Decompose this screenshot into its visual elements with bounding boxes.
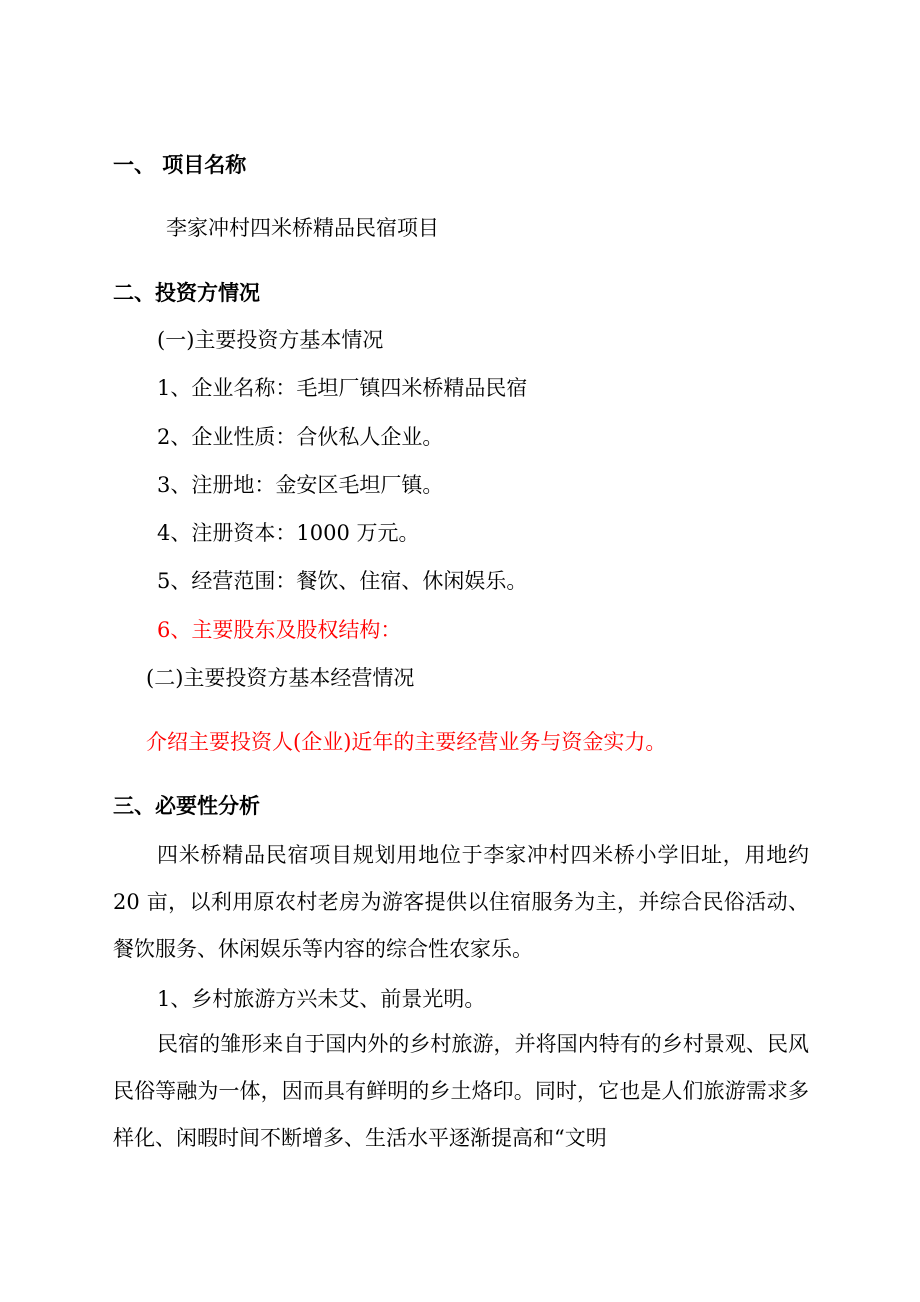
investor-item-shareholders: 6、主要股东及股权结构： [157, 618, 402, 642]
investor-item-registered-place: 3、注册地：金安区毛坦厂镇。 [157, 473, 444, 497]
necessity-paragraph-2: 民宿的雏形来自于国内外的乡村旅游，并将国内特有的乡村景观、民风民俗等融为一体，因而具有鲜明的乡土烙印。同时，它也是人们旅游需求多样化、闲暇时间不断增多、生活水平逐渐提高和“文明 [113, 1032, 809, 1150]
necessity-point-1: 1、乡村旅游方兴未艾、前景光明。 [157, 987, 486, 1011]
investor-item-company-nature: 2、企业性质：合伙私人企业。 [157, 425, 444, 449]
project-name-text: 李家冲村四米桥精品民宿项目 [166, 216, 439, 240]
section-heading-necessity: 三、必要性分析 [113, 794, 260, 818]
subsection-title-investor-basic: (一)主要投资方基本情况 [157, 328, 384, 352]
investor-operations-note: 介绍主要投资人(企业)近年的主要经营业务与资金实力。 [146, 730, 667, 754]
necessity-paragraph-1: 四米桥精品民宿项目规划用地位于李家冲村四米桥小学旧址，用地约 20 亩，以利用原农村老房为游客提供以住宿服务为主，并综合民俗活动、餐饮服务、休闲娱乐等内容的综合性农家乐。 [113, 843, 809, 961]
section-heading-project-name: 一、 项目名称 [113, 153, 247, 177]
investor-item-company-name: 1、企业名称：毛坦厂镇四米桥精品民宿 [157, 376, 528, 400]
investor-item-business-scope: 5、经营范围：餐饮、住宿、休闲娱乐。 [157, 569, 528, 593]
subsection-title-investor-operations: (二)主要投资方基本经营情况 [146, 666, 415, 690]
section-heading-investor: 二、投资方情况 [113, 281, 260, 305]
investor-item-registered-capital: 4、注册资本：1000 万元。 [157, 521, 420, 545]
